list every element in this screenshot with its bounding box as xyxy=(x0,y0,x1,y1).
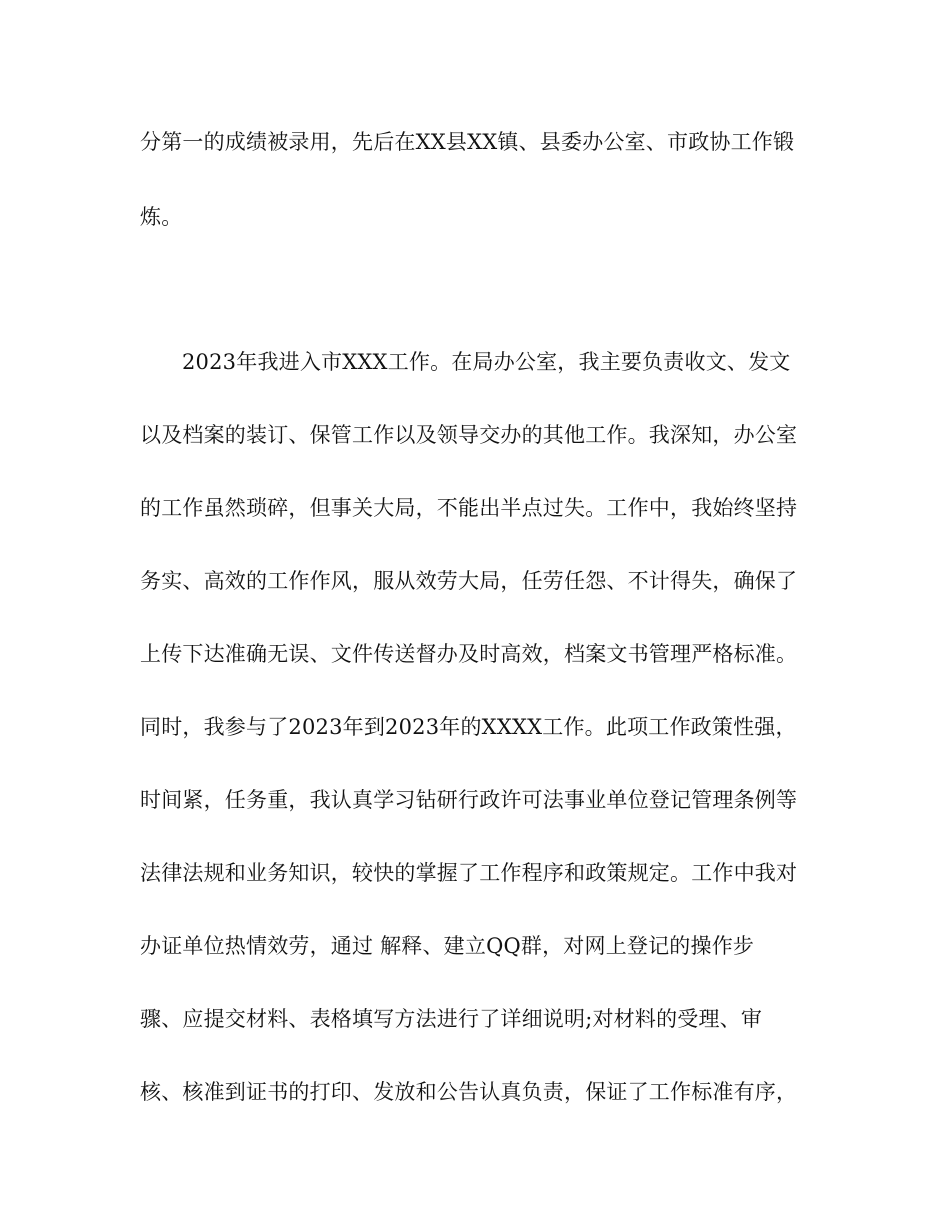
paragraph-1-line-1: 分第一的成绩被录用，先后在XX县XX镇、县委办公室、市政协工作锻 xyxy=(140,130,795,154)
paragraph-2-line-1: 2023年我进入市XXX工作。在局办公室，我主要负责收文、发文 xyxy=(182,350,791,374)
paragraph-2-line-11: 核、核准到证书的打印、发放和公告认真负责，保证了工作标准有序， xyxy=(140,1080,798,1104)
paragraph-2-line-6: 同时，我参与了2023年到2023年的XXXX工作。此项工作政策性强， xyxy=(140,715,797,739)
paragraph-2-line-7: 时间紧，任务重，我认真学习钻研行政许可法事业单位登记管理条例等 xyxy=(140,788,798,812)
paragraph-1-line-2: 炼。 xyxy=(140,205,183,229)
paragraph-2-line-5: 上传下达准确无误、文件传送督办及时高效，档案文书管理严格标准。 xyxy=(140,642,798,666)
paragraph-2-line-8: 法律法规和业务知识，较快的掌握了工作程序和政策规定。工作中我对 xyxy=(140,861,798,885)
paragraph-2-line-4: 务实、高效的工作作风，服从效劳大局，任劳任怨、不计得失，确保了 xyxy=(140,569,798,593)
paragraph-2-line-3: 的工作虽然琐碎，但事关大局，不能出半点过失。工作中，我始终坚持 xyxy=(140,496,798,520)
paragraph-2-line-10: 骤、应提交材料、表格填写方法进行了详细说明;对材料的受理、审 xyxy=(140,1007,763,1031)
paragraph-2-line-9: 办证单位热情效劳，通过 解释、建立QQ群，对网上登记的操作步 xyxy=(140,934,755,958)
paragraph-2-line-2: 以及档案的装订、保管工作以及领导交办的其他工作。我深知，办公室 xyxy=(140,423,798,447)
